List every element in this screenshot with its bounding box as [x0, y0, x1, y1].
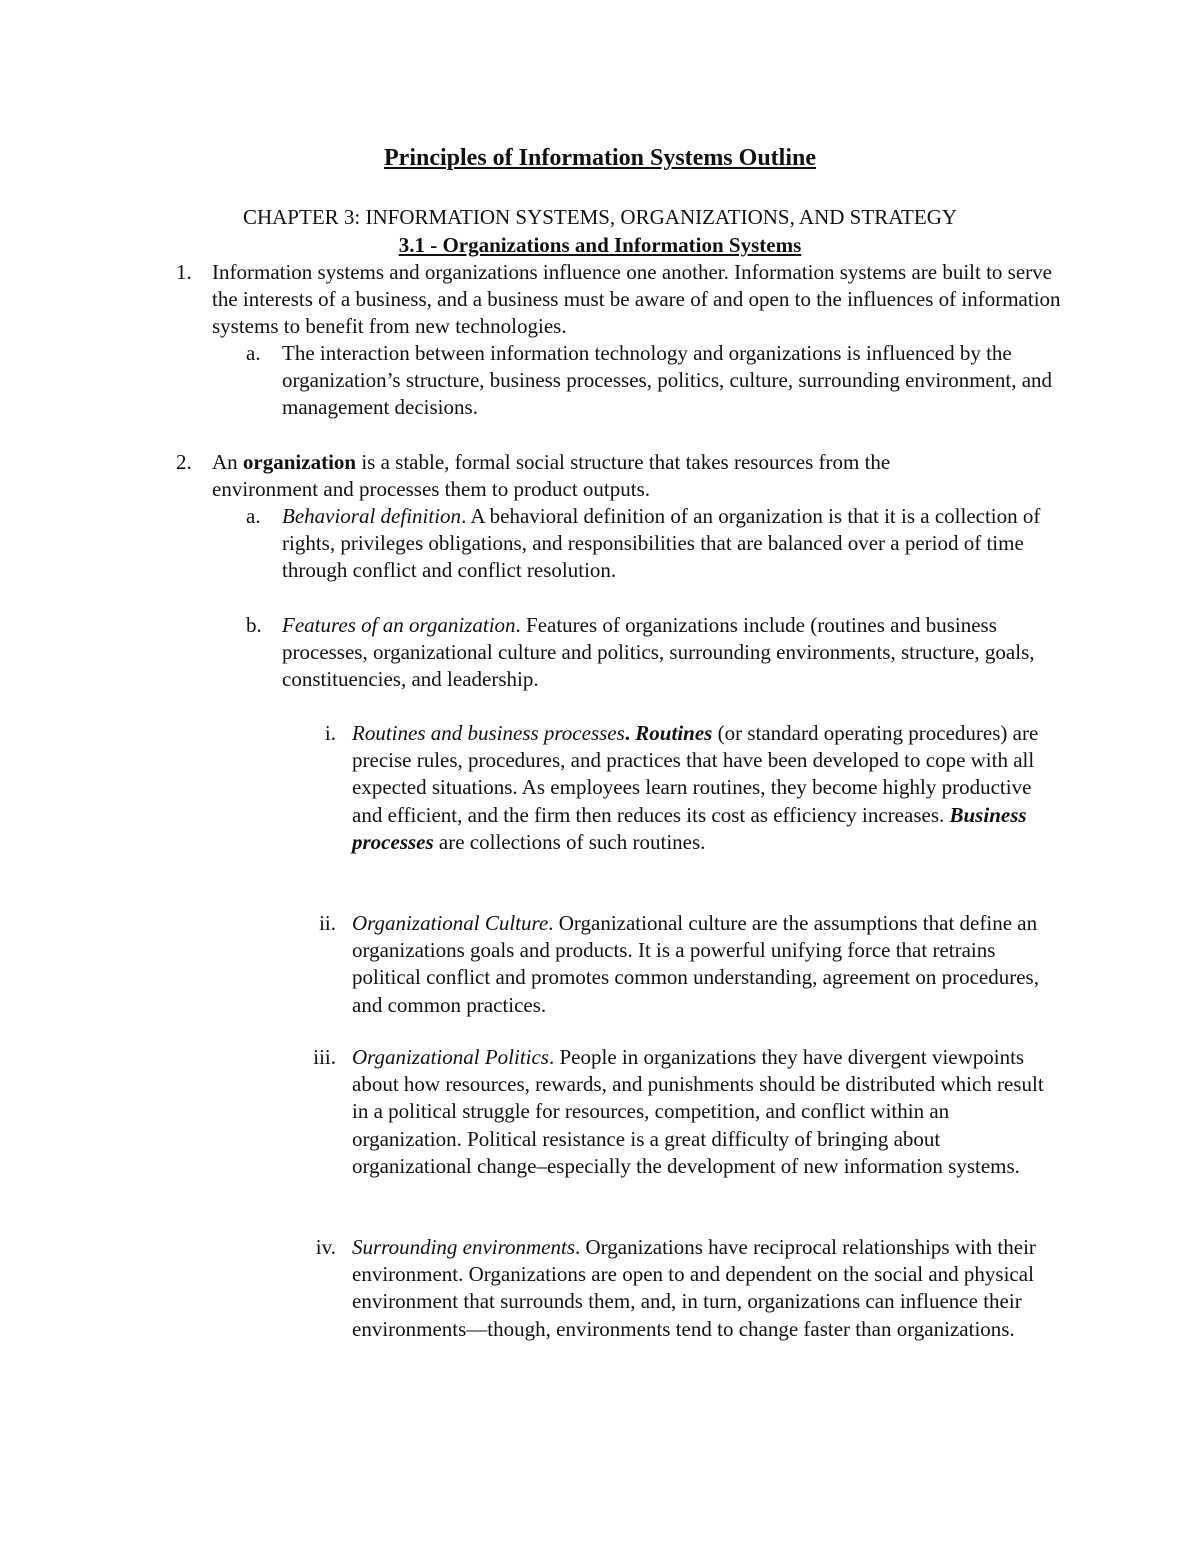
item-2b-body: . Features of organizations include (routines and business processes, organizational culture and politics, surrounding environments, structure, goals, constituencies, and leadership. [282, 613, 1035, 692]
item-iii-text [352, 1044, 1064, 1180]
list-marker-2a: a. [246, 504, 261, 528]
item-iii-body: . People in organizations they have divergent viewpoints about how resources, rewards, and punishments should be distributed which result in a political struggle for resources, competition, and conflict within an organization. Political resistance is a great difficulty of bringing about organizational change–especially the development of new information systems. [352, 1045, 1044, 1178]
chapter-heading: CHAPTER 3: INFORMATION SYSTEMS, ORGANIZATIONS, AND STRATEGY [242, 205, 958, 229]
item-i-sep: . [624, 721, 636, 745]
list-marker-iii: iii. [313, 1045, 336, 1069]
label-behavioral-definition: Behavioral definition [282, 504, 462, 528]
item-iv-body: . Organizations have reciprocal relationships with their environment. Organizations are open to and dependent on the social and physical environment that surrounds them, and, in turn, organizations can influence their environments—though, environments tend to change faster than organizations. [352, 1235, 1036, 1341]
label-routines: Routines and business processes [352, 721, 625, 745]
term-routines: Routines [635, 721, 713, 745]
item-1a-text: The interaction between information technology and organizations is influenced by the organization’s structure, business processes, politics, culture, surrounding environment, and management decisions. [282, 341, 1053, 420]
list-marker-2: 2. [176, 450, 192, 474]
list-marker-1: 1. [176, 260, 192, 284]
item-iv-text [352, 1234, 1047, 1343]
label-organizational-politics: Organizational Politics [352, 1045, 549, 1069]
label-organizational-culture: Organizational Culture [352, 911, 549, 935]
list-marker-iv: iv. [315, 1235, 336, 1259]
item-2-text [212, 449, 992, 503]
item-i-body-2: are collections of such routines. [433, 829, 706, 854]
item-i-body-1: (or standard operating procedures) are precise rules, procedures, and practices that have been developed to cope with all expected situations. As employees learn routines, they become highly productive and efficient, and the firm then reduces its cost as efficiency increases. [352, 721, 1039, 827]
item-2-lead: An [212, 450, 243, 474]
item-1-text: Information systems and organizations influence one another. Information systems are built to serve the interests of a business, and a business must be aware of and open to the influences of information systems to benefit from new technologies. [212, 260, 1061, 339]
term-organization: organization [242, 450, 357, 474]
item-2-rest: is a stable, formal social structure that takes resources from the environment and processes them to product outputs. [212, 450, 891, 502]
item-ii-text [352, 910, 1052, 1019]
item-ii-body: . Organizational culture are the assumptions that define an organizations goals and products. It is a powerful unifying force that retrains political conflict and promotes common understanding, agreement on procedures, and common practices. [352, 911, 1039, 1017]
label-surrounding-environments: Surrounding environments [352, 1235, 576, 1259]
item-2b-text [282, 612, 1072, 694]
section-heading: 3.1 - Organizations and Information Systems [398, 233, 802, 257]
document-title: Principles of Information Systems Outline [384, 145, 816, 171]
list-marker-2b: b. [246, 613, 262, 637]
list-marker-i: i. [324, 721, 336, 745]
term-business-processes: Business processes [352, 802, 1027, 854]
item-i-text [352, 720, 1057, 856]
item-2a-text [282, 503, 1052, 585]
list-marker-ii: ii. [319, 911, 336, 935]
label-features: Features of an organization [282, 613, 516, 637]
list-marker-1a: a. [246, 341, 261, 365]
item-2a-body: . A behavioral definition of an organization is that it is a collection of rights, privileges obligations, and responsibilities that are balanced over a period of time through conflict and conflict resolution. [282, 504, 1041, 583]
